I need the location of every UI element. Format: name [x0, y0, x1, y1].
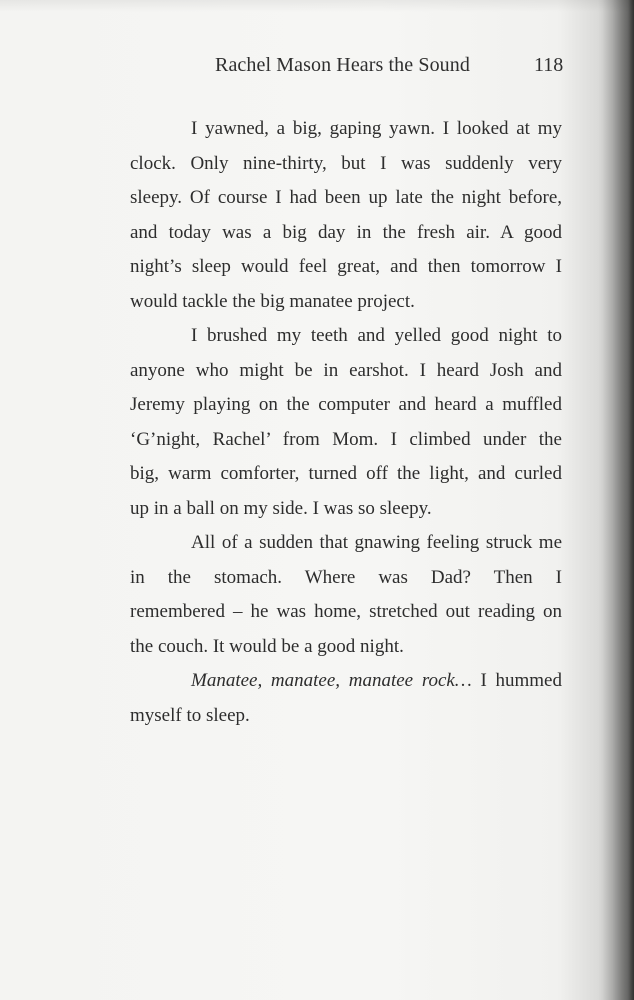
- chapter-title: Rachel Mason Hears the Sound: [215, 54, 470, 76]
- text-line: big, warm comforter, turned off the light, and curled: [130, 463, 562, 484]
- text-line: I brushed my teeth and yelled good night to: [191, 325, 562, 346]
- body-text: [130, 112, 562, 733]
- text-line: anyone who might be in earshot. I heard Josh and: [130, 359, 562, 381]
- text-line: clock. Only nine-thirty, but I was suddenly very: [130, 152, 562, 174]
- text-line: [130, 664, 562, 699]
- text-line: the couch. It would be a good night.: [130, 635, 404, 657]
- text-line: Jeremy playing on the computer and heard a muffled: [130, 394, 562, 415]
- text-fragment: I hummed: [471, 670, 562, 691]
- paragraph-2: [130, 319, 562, 526]
- paragraph-3: [130, 526, 562, 664]
- page-top-shade: [0, 0, 634, 12]
- text-line: sleepy. Of course I had been up late the night before,: [130, 187, 562, 208]
- text-line: and today was a big day in the fresh air. A good: [130, 221, 562, 243]
- text-line: ‘G’night, Rachel’ from Mom. I climbed under the: [130, 428, 562, 450]
- text-line: All of a sudden that gnawing feeling struck me: [191, 532, 562, 553]
- paragraph-4: [130, 664, 562, 733]
- running-header: [0, 54, 580, 84]
- italic-lead: Manatee, manatee, manatee rock…: [191, 670, 472, 691]
- text-line: up in a ball on my side. I was so sleepy.: [130, 497, 432, 519]
- text-line: I yawned, a big, gaping yawn. I looked at my: [191, 118, 562, 139]
- text-line: would tackle the big manatee project.: [130, 290, 415, 312]
- text-line: remembered – he was home, stretched out reading on: [130, 601, 562, 622]
- page-number: 118: [534, 54, 564, 76]
- text-line: myself to sleep.: [130, 704, 250, 726]
- page-gutter-shadow: [598, 0, 634, 1000]
- text-line: night’s sleep would feel great, and then tomorrow I: [130, 256, 562, 277]
- paragraph-1: [130, 112, 562, 319]
- text-line: in the stomach. Where was Dad? Then I: [130, 566, 562, 588]
